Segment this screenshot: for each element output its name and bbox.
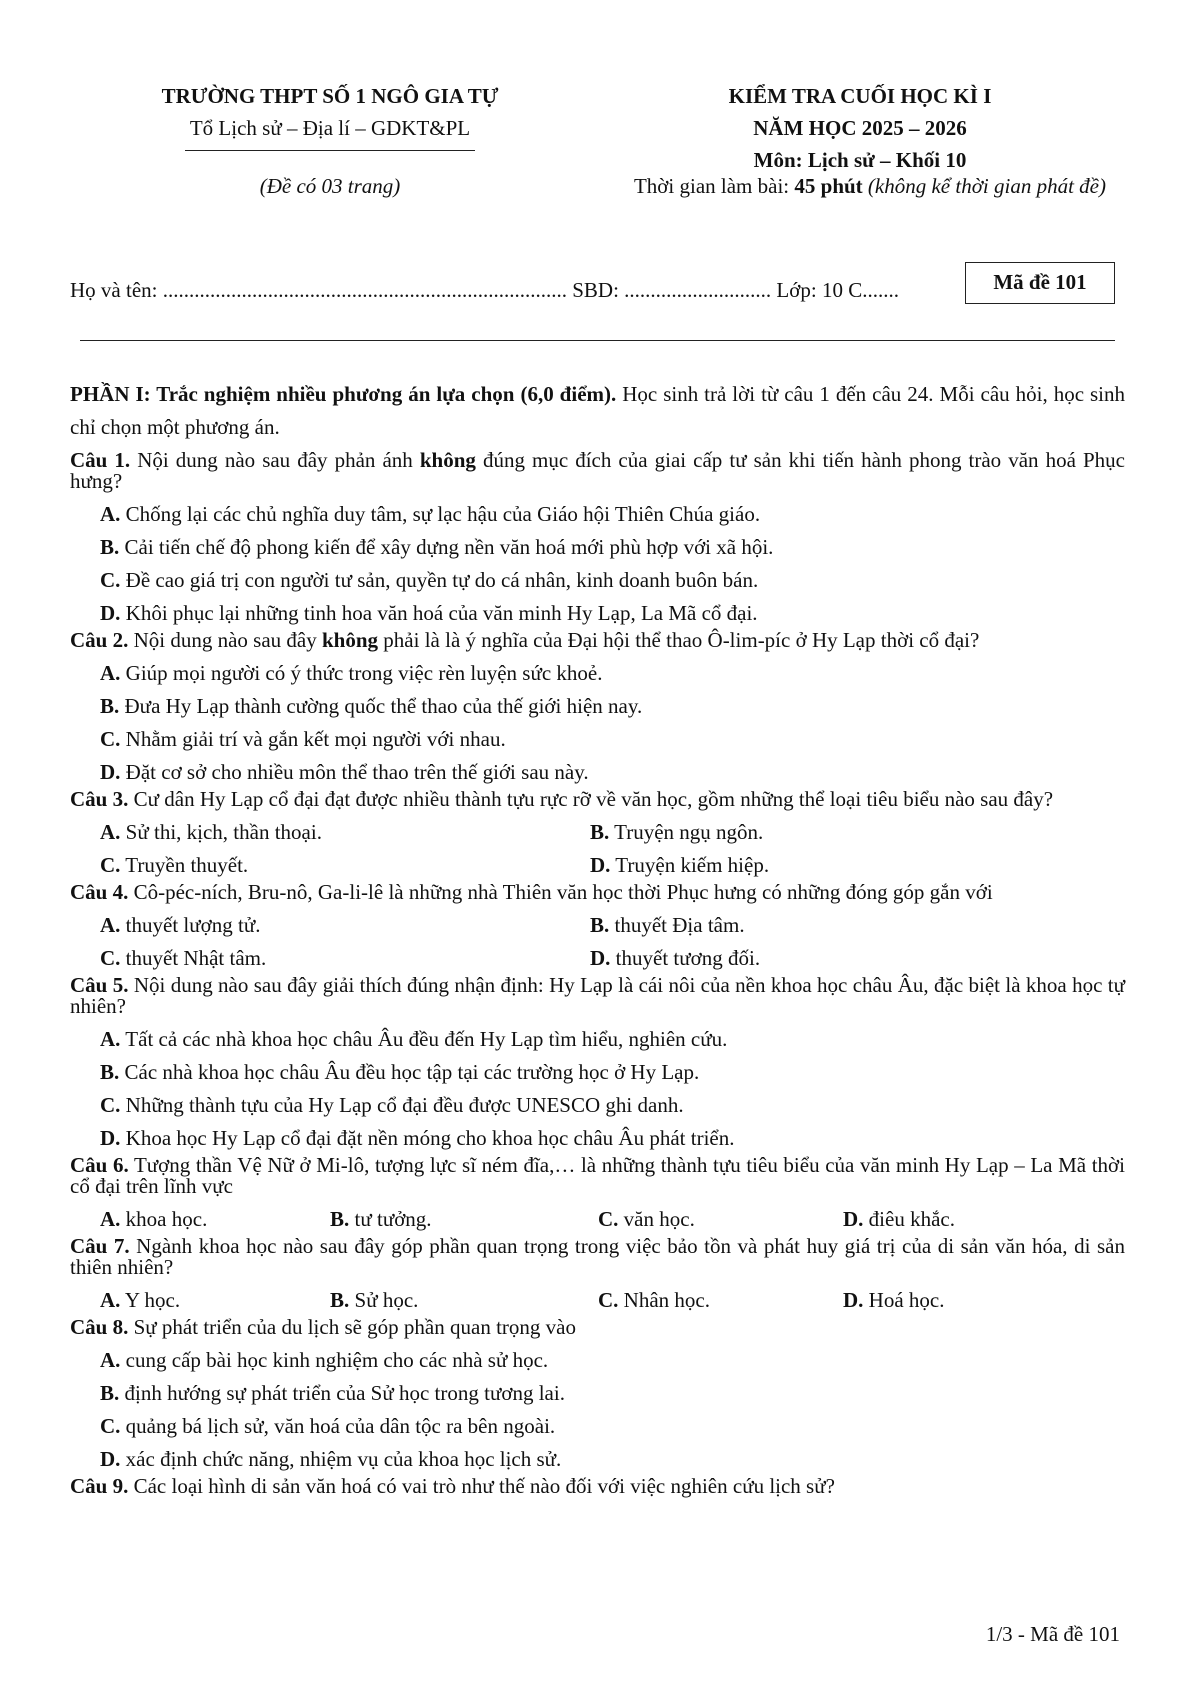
option-letter: D. bbox=[100, 1447, 121, 1471]
option-letter: D. bbox=[100, 1126, 121, 1150]
class-field: ....... bbox=[862, 278, 899, 302]
option-text: cung cấp bài học kinh nghiệm cho các nhà sử học. bbox=[120, 1348, 549, 1372]
answer-option bbox=[70, 663, 1125, 684]
option-text: khoa học. bbox=[120, 1207, 208, 1231]
answer-option bbox=[100, 855, 590, 876]
school-block bbox=[70, 80, 590, 151]
class-label: Lớp: 10 C bbox=[771, 278, 863, 302]
answer-option bbox=[590, 855, 769, 876]
answer-option bbox=[70, 1383, 1125, 1404]
answer-option bbox=[100, 1209, 330, 1230]
name-field: ............................................................................. bbox=[162, 278, 567, 302]
option-text: điêu khắc. bbox=[863, 1207, 955, 1231]
answer-option bbox=[70, 1128, 1125, 1149]
option-text: Chống lại các chủ nghĩa duy tâm, sự lạc hậu của Giáo hội Thiên Chúa giáo. bbox=[120, 502, 761, 526]
question-label: Câu 6. bbox=[70, 1153, 129, 1177]
answer-row bbox=[70, 1209, 1125, 1230]
answer-option bbox=[843, 1209, 955, 1230]
page-footer: 1/3 - Mã đề 101 bbox=[985, 1622, 1120, 1646]
answer-option bbox=[70, 570, 1125, 591]
option-text: Sử thi, kịch, thần thoại. bbox=[120, 820, 322, 844]
question-text: Nội dung nào sau đây bbox=[128, 628, 322, 652]
question-label: Câu 1. bbox=[70, 448, 131, 472]
exam-content bbox=[70, 378, 1125, 1497]
school-name: TRƯỜNG THPT SỐ 1 NGÔ GIA TỰ bbox=[161, 84, 499, 108]
section-divider bbox=[80, 340, 1115, 341]
answer-option bbox=[70, 696, 1125, 717]
question-2 bbox=[70, 630, 1125, 651]
time-prefix: Thời gian làm bài: bbox=[633, 174, 795, 198]
option-text: Nhân học. bbox=[618, 1288, 710, 1312]
option-letter: A. bbox=[100, 1288, 121, 1312]
option-letter: B. bbox=[100, 1381, 120, 1405]
option-letter: C. bbox=[100, 568, 121, 592]
option-letter: C. bbox=[100, 946, 121, 970]
answer-option bbox=[843, 1290, 944, 1311]
option-letter: B. bbox=[590, 820, 610, 844]
option-text: Những thành tựu của Hy Lạp cổ đại đều được UNESCO ghi danh. bbox=[120, 1093, 684, 1117]
question-5 bbox=[70, 975, 1125, 1017]
answer-option bbox=[70, 537, 1125, 558]
option-text: Khôi phục lại những tinh hoa văn hoá của văn minh Hy Lạp, La Mã cổ đại. bbox=[120, 601, 758, 625]
question-label: Câu 9. bbox=[70, 1474, 129, 1498]
option-text: văn học. bbox=[618, 1207, 695, 1231]
option-letter: C. bbox=[598, 1288, 619, 1312]
answer-option bbox=[70, 1095, 1125, 1116]
student-info-line bbox=[70, 278, 1120, 303]
time-note: (không kể thời gian phát đề) bbox=[862, 174, 1106, 198]
option-text: Khoa học Hy Lạp cổ đại đặt nền móng cho khoa học châu Âu phát triển. bbox=[120, 1126, 735, 1150]
option-letter: D. bbox=[590, 853, 611, 877]
answer-option bbox=[70, 1416, 1125, 1437]
answer-row bbox=[70, 915, 1125, 936]
option-letter: C. bbox=[100, 1414, 121, 1438]
name-label: Họ và tên: bbox=[70, 278, 163, 302]
answer-option bbox=[70, 1062, 1125, 1083]
option-text: Cải tiến chế độ phong kiến để xây dựng nền văn hoá mới phù hợp với xã hội. bbox=[119, 535, 774, 559]
question-1 bbox=[70, 450, 1125, 492]
answer-option bbox=[100, 822, 590, 843]
question-text: Ngành khoa học nào sau đây góp phần quan trọng trong việc bảo tồn và phát huy giá trị của di sản văn hóa, di sản thiên nhiên? bbox=[70, 1234, 1125, 1279]
question-label: Câu 3. bbox=[70, 787, 129, 811]
answer-option bbox=[590, 915, 745, 936]
question-label: Câu 2. bbox=[70, 628, 129, 652]
option-text: Hoá học. bbox=[863, 1288, 945, 1312]
question-text: đúng mục đích của giai cấp tư sản khi tiến hành phong trào văn hoá Phục hưng? bbox=[70, 448, 1125, 493]
option-text: Đặt cơ sở cho nhiều môn thể thao trên thế giới sau này. bbox=[120, 760, 589, 784]
question-text: Nội dung nào sau đây phản ánh bbox=[130, 448, 420, 472]
answer-option bbox=[70, 603, 1125, 624]
option-letter: A. bbox=[100, 1207, 121, 1231]
option-letter: D. bbox=[843, 1288, 864, 1312]
option-letter: B. bbox=[330, 1207, 350, 1231]
question-3 bbox=[70, 789, 1125, 810]
part1-heading bbox=[70, 378, 1125, 444]
answer-option bbox=[590, 948, 760, 969]
subject-line: Môn: Lịch sử – Khối 10 bbox=[753, 148, 967, 172]
question-text: Cô-péc-ních, Bru-nô, Ga-li-lê là những nhà Thiên văn học thời Phục hưng có những đóng góp gắn với bbox=[128, 880, 993, 904]
option-letter: C. bbox=[100, 727, 121, 751]
answer-option bbox=[70, 1449, 1125, 1470]
option-text: Tất cả các nhà khoa học châu Âu đều đến Hy Lạp tìm hiểu, nghiên cứu. bbox=[120, 1027, 728, 1051]
answer-row bbox=[70, 1290, 1125, 1311]
question-label: Câu 4. bbox=[70, 880, 129, 904]
option-text: Giúp mọi người có ý thức trong việc rèn luyện sức khoẻ. bbox=[120, 661, 603, 685]
answer-row bbox=[70, 855, 1125, 876]
option-letter: C. bbox=[100, 853, 121, 877]
option-text: Các nhà khoa học châu Âu đều học tập tại các trường học ở Hy Lạp. bbox=[119, 1060, 700, 1084]
option-letter: C. bbox=[598, 1207, 619, 1231]
header-divider bbox=[185, 150, 475, 151]
question-text: Nội dung nào sau đây giải thích đúng nhận định: Hy Lạp là cái nôi của nền khoa học châu Âu, đặc biệt là khoa học tự nhiên? bbox=[70, 973, 1125, 1018]
option-text: thuyết lượng tử. bbox=[120, 913, 261, 937]
exam-title: KIỂM TRA CUỐI HỌC KÌ I bbox=[728, 84, 992, 108]
question-6 bbox=[70, 1155, 1125, 1197]
option-text: Đưa Hy Lạp thành cường quốc thể thao của thế giới hiện nay. bbox=[119, 694, 643, 718]
exam-code-box: Mã đề 101 bbox=[965, 262, 1115, 304]
answer-option bbox=[70, 1350, 1125, 1371]
question-label: Câu 8. bbox=[70, 1315, 129, 1339]
answer-row bbox=[70, 822, 1125, 843]
question-4 bbox=[70, 882, 1125, 903]
time-value: 45 phút bbox=[794, 174, 863, 198]
option-text: Y học. bbox=[120, 1288, 181, 1312]
option-letter: B. bbox=[590, 913, 610, 937]
option-letter: C. bbox=[100, 1093, 121, 1117]
question-text: Sự phát triển của du lịch sẽ góp phần quan trọng vào bbox=[128, 1315, 576, 1339]
sbd-label: SBD: bbox=[566, 278, 625, 302]
answer-option bbox=[70, 729, 1125, 750]
answer-option bbox=[70, 1029, 1125, 1050]
option-letter: D. bbox=[100, 760, 121, 784]
part1-instructions: Học sinh trả lời từ câu 1 đến câu 24. Mỗi câu hỏi, học sinh chỉ chọn một phương án. bbox=[70, 382, 1125, 439]
option-text: định hướng sự phát triển của Sử học trong tương lai. bbox=[119, 1381, 565, 1405]
answer-option bbox=[330, 1290, 598, 1311]
answer-option bbox=[70, 762, 1125, 783]
option-letter: A. bbox=[100, 661, 121, 685]
option-text: Truyện kiếm hiệp. bbox=[610, 853, 770, 877]
answer-option bbox=[100, 915, 590, 936]
option-text: Sử học. bbox=[349, 1288, 419, 1312]
option-text: quảng bá lịch sử, văn hoá của dân tộc ra bên ngoài. bbox=[120, 1414, 556, 1438]
time-line bbox=[580, 174, 1160, 199]
option-letter: A. bbox=[100, 1027, 121, 1051]
answer-option bbox=[590, 822, 763, 843]
option-letter: A. bbox=[100, 820, 121, 844]
option-text: Đề cao giá trị con người tư sản, quyền tự do cá nhân, kinh doanh buôn bán. bbox=[120, 568, 759, 592]
question-text: Cư dân Hy Lạp cổ đại đạt được nhiều thành tựu rực rỡ về văn học, gồm những thể loại tiêu biểu nào sau đây? bbox=[128, 787, 1054, 811]
option-letter: B. bbox=[330, 1288, 350, 1312]
option-text: tư tưởng. bbox=[349, 1207, 432, 1231]
option-letter: B. bbox=[100, 1060, 120, 1084]
part1-title: PHẦN I: Trắc nghiệm nhiều phương án lựa chọn (6,0 điểm). bbox=[70, 382, 617, 406]
question-7 bbox=[70, 1236, 1125, 1278]
question-text: phải là là ý nghĩa của Đại hội thể thao Ô-lim-píc ở Hy Lạp thời cổ đại? bbox=[378, 628, 980, 652]
option-text: Truyền thuyết. bbox=[120, 853, 249, 877]
option-letter: B. bbox=[100, 535, 120, 559]
option-letter: D. bbox=[843, 1207, 864, 1231]
question-text: Các loại hình di sản văn hoá có vai trò như thế nào đối với việc nghiên cứu lịch sử? bbox=[128, 1474, 835, 1498]
option-text: Truyện ngụ ngôn. bbox=[609, 820, 764, 844]
question-emphasis: không bbox=[419, 448, 476, 472]
option-letter: B. bbox=[100, 694, 120, 718]
department-name: Tổ Lịch sử – Địa lí – GDKT&PL bbox=[189, 116, 471, 140]
option-letter: A. bbox=[100, 1348, 121, 1372]
option-letter: A. bbox=[100, 502, 121, 526]
option-letter: D. bbox=[590, 946, 611, 970]
answer-option bbox=[598, 1290, 843, 1311]
option-text: thuyết Nhật tâm. bbox=[120, 946, 267, 970]
question-8 bbox=[70, 1317, 1125, 1338]
answer-option bbox=[330, 1209, 598, 1230]
question-9 bbox=[70, 1476, 1125, 1497]
pages-note: (Đề có 03 trang) bbox=[259, 174, 401, 198]
option-letter: A. bbox=[100, 913, 121, 937]
answer-option bbox=[100, 948, 590, 969]
question-text: Tượng thần Vệ Nữ ở Mi-lô, tượng lực sĩ ném đĩa,… là những thành tựu tiêu biểu của văn minh Hy Lạp – La Mã thời cổ đại trên lĩnh vực bbox=[70, 1153, 1125, 1198]
question-label: Câu 7. bbox=[70, 1234, 130, 1258]
answer-option bbox=[70, 504, 1125, 525]
option-text: xác định chức năng, nhiệm vụ của khoa học lịch sử. bbox=[120, 1447, 562, 1471]
option-text: Nhằm giải trí và gắn kết mọi người với nhau. bbox=[120, 727, 506, 751]
exam-info-block bbox=[580, 80, 1140, 176]
option-text: thuyết Địa tâm. bbox=[609, 913, 745, 937]
question-emphasis: không bbox=[322, 628, 379, 652]
school-year: NĂM HỌC 2025 – 2026 bbox=[753, 116, 967, 140]
answer-row bbox=[70, 948, 1125, 969]
option-letter: D. bbox=[100, 601, 121, 625]
option-text: thuyết tương đối. bbox=[610, 946, 761, 970]
question-label: Câu 5. bbox=[70, 973, 129, 997]
answer-option bbox=[100, 1290, 330, 1311]
sbd-field: ............................ bbox=[624, 278, 772, 302]
answer-option bbox=[598, 1209, 843, 1230]
